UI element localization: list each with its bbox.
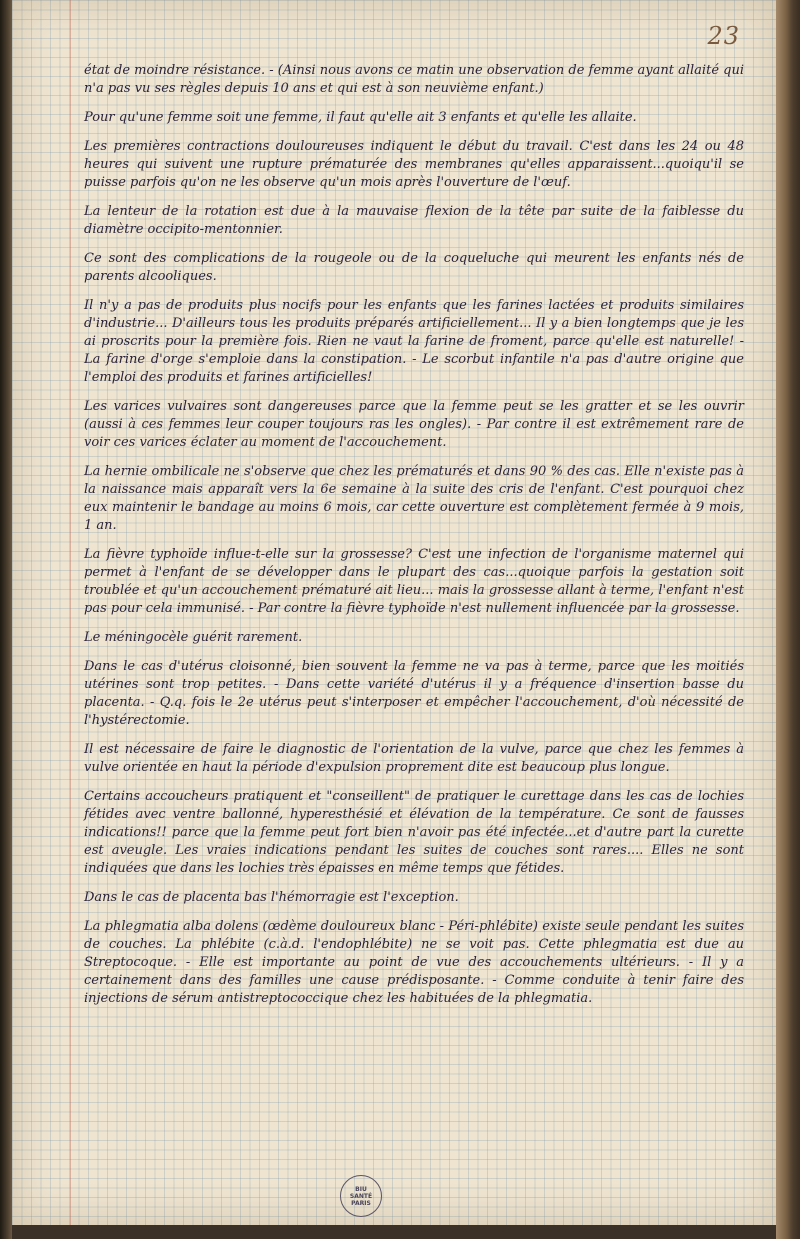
paragraph: Ce sont des complications de la rougeole ou de la coqueluche qui meurent les enfants nés de parents alcooliques. <box>84 251 744 284</box>
library-stamp <box>340 1175 382 1217</box>
paragraph: Le méningocèle guérit rarement. <box>84 630 303 645</box>
paragraph: Les premières contractions douloureuses indiquent le début du travail. C'est dans les 24 ou 48 heures qui suivent une rupture prématurée des membranes qu'elles apparaissent...quoiqu'il se puisse parfois qu'on ne les observe qu'un mois après l'ouverture de l'œuf. <box>84 139 744 190</box>
paragraph: Dans le cas de placenta bas l'hémorragie est l'exception. <box>84 890 459 905</box>
stamp-line: SANTÉ <box>349 1192 373 1200</box>
paragraph: Les varices vulvaires sont dangereuses parce que la femme peut se les gratter et se les ouvrir (aussi à ces femmes leur couper toujours ras les ongles). - Par contre il est extrêmement rare de voir ces varices éclater au moment de l'accouchement. <box>84 399 744 450</box>
stamp-line: BIU <box>355 1185 367 1193</box>
paragraph: état de moindre résistance. - (Ainsi nous avons ce matin une observation de femme ayant allaité qui n'a pas vu ses règles depuis 10 ans et qui est à son neuvième enfant.) <box>84 63 744 96</box>
paragraph: Dans le cas d'utérus cloisonné, bien souvent la femme ne va pas à terme, parce que les moitiés utérines sont trop petites. - Dans cette variété d'utérus il y a fréquence d'insertion basse du placenta. - Q.q. fois le 2e utérus peut s'interposer et empêcher l'accouchement, d'où nécessité de l'hystérectomie. <box>84 659 744 728</box>
paragraph: Pour qu'une femme soit une femme, il faut qu'elle ait 3 enfants et qu'elle les allaite. <box>84 110 637 125</box>
paragraph: La fièvre typhoïde influe-t-elle sur la grossesse? C'est une infection de l'organisme maternel qui permet à l'enfant de se développer dans le plupart des cas...quoique parfois la gestation soit troublée et qu'un accouchement prématuré ait lieu... mais la grossesse allant à terme, l'enfant n'est pas pour cela immunisé. - Par contre la fièvre typhoïde n'est nullement influencée par la grossesse. <box>84 547 744 616</box>
manuscript-page <box>12 0 776 1225</box>
book-binding <box>0 0 12 1239</box>
handwritten-text <box>84 62 744 1019</box>
stamp-line: PARIS <box>351 1199 371 1207</box>
book-spine <box>776 0 800 1239</box>
paragraph: La hernie ombilicale ne s'observe que chez les prématurés et dans 90 % des cas. Elle n'existe pas à la naissance mais apparaît vers la 6e semaine à la suite des cris de l'enfant. C'est pourquoi chez eux maintenir le bandage au moins 6 mois, car cette ouverture est complètement fermée à 9 mois, 1 an. <box>84 464 744 533</box>
margin-line <box>70 0 71 1225</box>
paragraph: La phlegmatia alba dolens (œdème douloureux blanc - Péri-phlébite) existe seule pendant les suites de couches. La phlébite (c.à.d. l'endophlébite) ne se voit pas. Cette phlegmatia est due au Streptocoque. - Elle est importante au point de vue des accouchements ultérieurs. - Il y a certainement dans des familles une cause prédisposante. - Comme conduite à tenir faire des injections de sérum antistreptococcique chez les habituées de la phlegmatia. <box>84 919 744 1006</box>
paragraph: La lenteur de la rotation est due à la mauvaise flexion de la tête par suite de la faiblesse du diamètre occipito-mentonnier. <box>84 204 744 237</box>
page-number: 23 <box>707 22 740 50</box>
paragraph: Certains accoucheurs pratiquent et "conseillent" de pratiquer le curettage dans les cas de lochies fétides avec ventre ballonné, hyperesthésié et élévation de la température. Ce sont de fausses indications!! parce que la femme peut fort bien n'avoir pas été infectée...et d'autre part la curette est aveugle. Les vraies indications pendant les suites de couches sont rares.... Elles ne sont indiquées que dans les lochies très épaisses en même temps que fétides. <box>84 789 744 876</box>
paragraph: Il n'y a pas de produits plus nocifs pour les enfants que les farines lactées et produits similaires d'industrie... D'ailleurs tous les produits préparés artificiellement... Il y a bien longtemps que je les ai proscrits pour la première fois. Rien ne vaut la farine de froment, parce qu'elle est naturelle! - La farine d'orge s'emploie dans la constipation. - Le scorbut infantile n'a pas d'autre origine que l'emploi des produits et farines artificielles! <box>84 298 744 385</box>
paragraph: Il est nécessaire de faire le diagnostic de l'orientation de la vulve, parce que chez les femmes à vulve orientée en haut la période d'expulsion proprement dite est beaucoup plus longue. <box>84 742 744 775</box>
